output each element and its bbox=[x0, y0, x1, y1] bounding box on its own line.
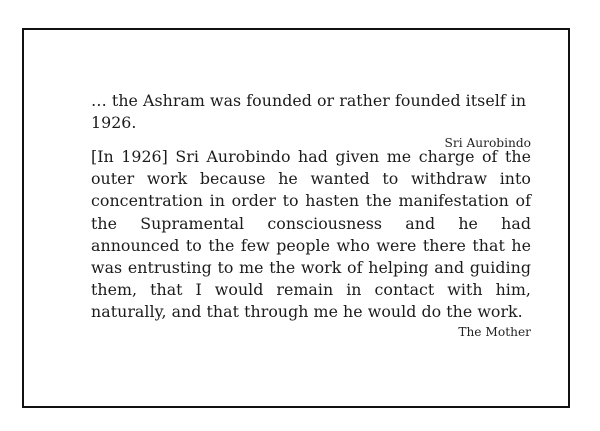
quote-text: … the Ashram was founded or rather founded itself in 1926. bbox=[91, 91, 527, 133]
quote-block-the-mother bbox=[91, 146, 531, 340]
quote-block-sri-aurobindo bbox=[91, 90, 531, 151]
quote-card bbox=[22, 28, 570, 408]
quote-text: [In 1926] Sri Aurobindo had given me charge of the outer work because he wanted to withdraw into concentration in order to hasten the manifestation of the Supramental consciousness and he had announced to the few people who were there that he was entrusting to me the work of helping and guiding them, that I would remain in contact with him, naturally, and that through me he would do the work. bbox=[91, 147, 531, 322]
quote-attribution: Sri Aurobindo bbox=[444, 136, 531, 151]
quote-attribution: The Mother bbox=[458, 324, 531, 339]
